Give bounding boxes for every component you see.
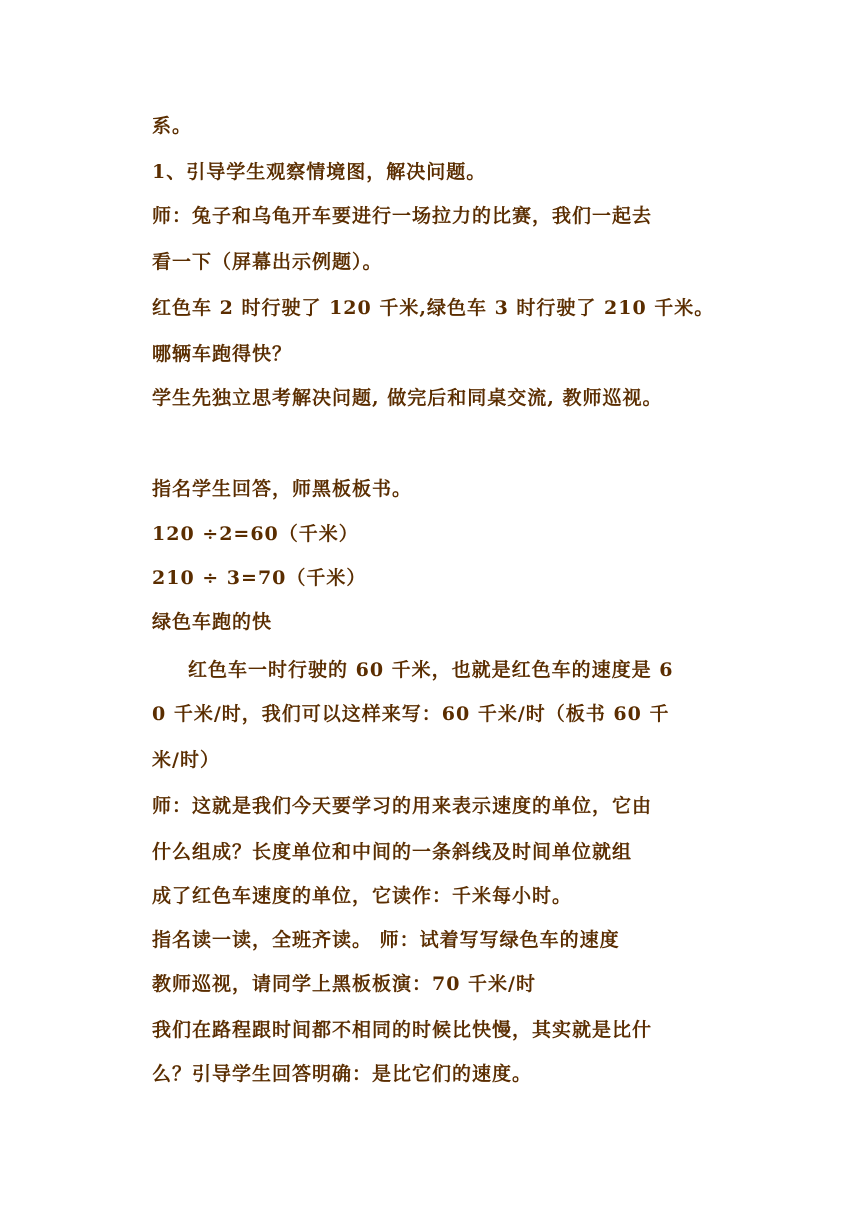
text-line: 成了红色车速度的单位，它读作：千米每小时。 (152, 885, 573, 907)
equation-line: 120 ÷2=60（千米） (152, 523, 359, 545)
text-line: 我们在路程跟时间都不相同的时候比快慢，其实就是比什 (152, 1019, 653, 1041)
text-line: 系。 (152, 115, 193, 137)
equation-line: 210 ÷ 3=70（千米） (152, 567, 367, 589)
text-line: 红色车 2 时行驶了 120 千米,绿色车 3 时行驶了 210 千米。 (152, 297, 715, 319)
text-line: 1、引导学生观察情境图，解决问题。 (152, 161, 487, 183)
text-line: 0 千米/时，我们可以这样来写：60 千米/时（板书 60 千 (152, 703, 670, 725)
text-line: 红色车一时行驶的 60 千米，也就是红色车的速度是 6 (188, 659, 674, 681)
text-line: 么？引导学生回答明确：是比它们的速度。 (152, 1063, 533, 1085)
text-line: 什么组成？长度单位和中间的一条斜线及时间单位就组 (152, 841, 633, 863)
text-line: 哪辆车跑得快？ (152, 343, 293, 365)
text-line: 看一下（屏幕出示例题）。 (152, 251, 383, 273)
text-line: 米/时） (152, 749, 220, 771)
text-line: 绿色车跑的快 (152, 611, 273, 633)
text-line: 师：这就是我们今天要学习的用来表示速度的单位，它由 (152, 795, 653, 817)
text-line: 指名学生回答，师黑板板书。 (152, 478, 413, 500)
text-line: 指名读一读，全班齐读。 师：试着写写绿色车的速度 (152, 929, 620, 951)
text-line: 教师巡视，请同学上黑板板演：70 千米/时 (152, 973, 536, 995)
text-line: 学生先独立思考解决问题, 做完后和同桌交流, 教师巡视。 (152, 387, 663, 409)
text-line: 师：兔子和乌龟开车要进行一场拉力的比赛，我们一起去 (152, 205, 653, 227)
